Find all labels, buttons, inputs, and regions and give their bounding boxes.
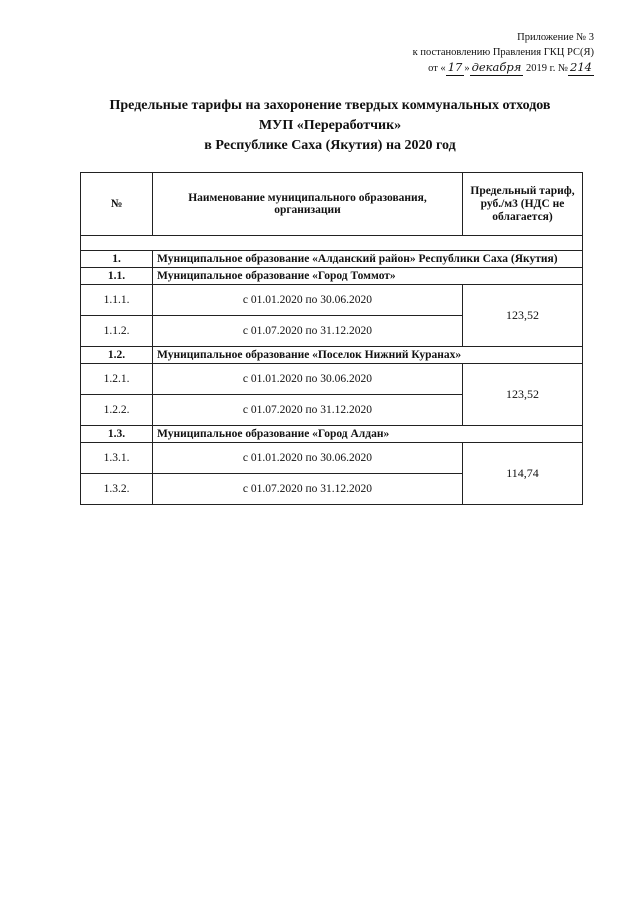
date-mid: »	[464, 63, 470, 74]
row-period: с 01.01.2020 по 30.06.2020	[153, 285, 463, 316]
document-title	[60, 96, 600, 156]
table-header-row	[81, 173, 583, 236]
group-row	[81, 426, 583, 443]
row-period: с 01.07.2020 по 31.12.2020	[153, 474, 463, 505]
handwritten-number: 214	[570, 60, 592, 74]
table-row	[81, 364, 583, 395]
row-period: с 01.01.2020 по 30.06.2020	[153, 443, 463, 474]
row-no: 1.1.1.	[81, 285, 153, 316]
group-no: 1.2.	[81, 347, 153, 364]
date-prefix: от «	[428, 63, 446, 74]
header-no: №	[81, 173, 153, 236]
tariff-table	[80, 172, 583, 505]
title-line-2: МУП «Переработчик»	[258, 118, 402, 133]
table-row	[81, 443, 583, 474]
group-no: 1.1.	[81, 268, 153, 285]
header-name: Наименование муниципального образования, организации	[153, 173, 463, 236]
header-tariff: Предельный тариф, руб./м3 (НДС не облагается)	[463, 173, 583, 236]
region-row	[81, 251, 583, 268]
row-no: 1.2.2.	[81, 395, 153, 426]
spacer-row	[81, 236, 583, 251]
tariff-value: 123,52	[463, 285, 583, 347]
date-year: 2019 г. №	[523, 63, 569, 74]
group-name: Муниципальное образование «Город Томмот»	[153, 268, 583, 285]
appendix-number: Приложение № 3	[517, 32, 594, 43]
group-no: 1.3.	[81, 426, 153, 443]
row-no: 1.3.2.	[81, 474, 153, 505]
row-period: с 01.07.2020 по 31.12.2020	[153, 395, 463, 426]
region-no: 1.	[81, 251, 153, 268]
appendix-resolution: к постановлению Правления ГКЦ РС(Я)	[412, 47, 594, 58]
row-period: с 01.01.2020 по 30.06.2020	[153, 364, 463, 395]
row-no: 1.1.2.	[81, 316, 153, 347]
group-name: Муниципальное образование «Поселок Нижний Куранах»	[153, 347, 583, 364]
title-line-3: в Республике Саха (Якутия) на 2020 год	[204, 138, 456, 153]
group-name: Муниципальное образование «Город Алдан»	[153, 426, 583, 443]
appendix-date-line	[413, 60, 594, 76]
handwritten-month: декабря	[471, 60, 522, 74]
appendix-header	[413, 30, 594, 76]
table-row	[81, 285, 583, 316]
row-period: с 01.07.2020 по 31.12.2020	[153, 316, 463, 347]
region-name: Муниципальное образование «Алданский район» Республики Саха (Якутия)	[153, 251, 583, 268]
title-line-1: Предельные тарифы на захоронение твердых коммунальных отходов	[109, 98, 551, 113]
group-row	[81, 268, 583, 285]
tariff-value: 123,52	[463, 364, 583, 426]
row-no: 1.2.1.	[81, 364, 153, 395]
tariff-value: 114,74	[463, 443, 583, 505]
group-row	[81, 347, 583, 364]
row-no: 1.3.1.	[81, 443, 153, 474]
handwritten-day: 17	[447, 60, 463, 74]
